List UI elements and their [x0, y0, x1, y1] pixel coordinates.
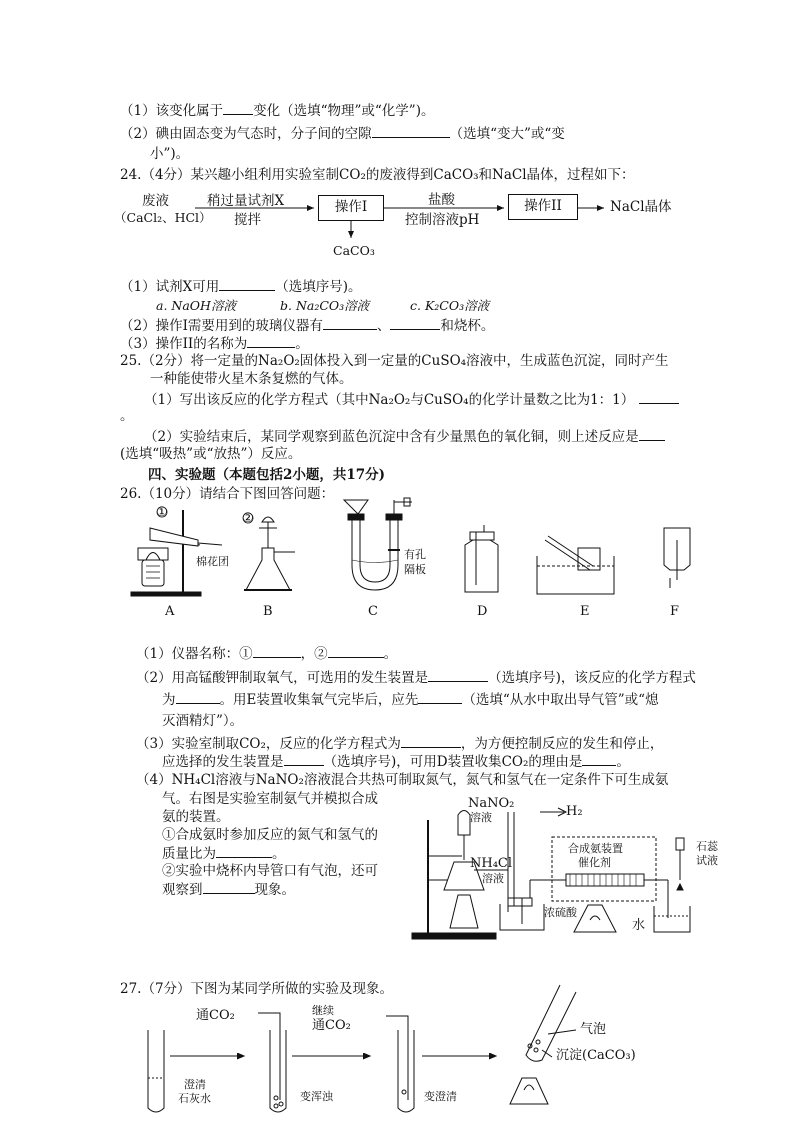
- apparatus-label-d: D: [477, 604, 488, 619]
- q26-intro: 26.（10分）请结合下图回答问题：: [120, 486, 335, 502]
- apparatus-label-f: F: [670, 604, 680, 619]
- diag-nano2-sol: 溶液: [470, 811, 492, 824]
- flow-acid: 盐酸: [428, 192, 455, 208]
- q26-sub2-l2: 为 。用E装置收集氧气完毕后，应先 （选填“从水中取出导气管”或“熄: [162, 692, 659, 708]
- q24-sub3: （3）操作II的名称为 。: [120, 336, 309, 352]
- q23-sub2-cont: 小”)。: [150, 146, 190, 162]
- label-mark2: ②: [242, 511, 254, 526]
- diag-water: 水: [632, 918, 646, 933]
- q26-sub3: （3）实验室制取CO₂，反应的化学方程式为 ，为方便控制反应的发生和停止，: [136, 736, 664, 752]
- q25-sub2: （2）实验结束后，某同学观察到蓝色沉淀中含有少量黑色的氧化铜，则上述反应是: [144, 427, 665, 446]
- q23-sub1: （1）该变化属于 变化（选填“物理”或“化学”)。: [120, 103, 435, 119]
- label-mark1: ①: [156, 505, 168, 520]
- flow-stir: 搅拌: [234, 212, 261, 228]
- q26-sub4-l4: ①合成氨时参加反应的氮气和氢气的: [162, 827, 378, 843]
- q27-clear: 变澄清: [424, 1090, 457, 1103]
- q27-intro: 27.（7分）下图为某同学所做的实验及现象。: [120, 981, 394, 997]
- q26-sub4-l2: 气。右图是实验室制氨气并模拟合成: [162, 791, 378, 807]
- q24-sub1: （1）试剂X可用 （选填序号)。: [120, 279, 362, 295]
- q25-sub1: （1）写出该反应的化学方程式（其中Na₂O₂与CuSO₄的化学计量数之比为1：1）: [144, 390, 679, 409]
- q27-precip: 沉淀(CaCO₃): [556, 1048, 636, 1063]
- apparatus-label-a: A: [165, 604, 175, 619]
- q23-sub2: （2）碘由固态变为气态时，分子间的空隙 （选填“变大”或“变: [120, 126, 565, 142]
- q25-sub2-cont: (选填“吸热”或“放热”）反应。: [120, 446, 302, 462]
- q27-pass-co2: 通CO₂: [196, 1008, 235, 1023]
- q26-sub4-l6: ②实验中烧杯内导管口有气泡，还可: [162, 863, 378, 879]
- q27-bubble: 气泡: [580, 1022, 607, 1037]
- flow-precip: CaCO₃: [333, 243, 375, 258]
- q25-intro: 25.（2分）将一定量的Na₂O₂固体投入到一定量的CuSO₄溶液中，生成蓝色沉淀，同时产生: [120, 353, 669, 369]
- q26-sub4-l7: 观察到 现象。: [162, 882, 295, 898]
- q26-sub2: （2）用高锰酸钾制取氧气，可选用的发生装置是 （选填序号)，该反应的化学方程式: [136, 670, 696, 686]
- flow-ph: 控制溶液pH: [405, 212, 480, 228]
- flow-product: NaCl晶体: [610, 199, 672, 215]
- option-b: b. Na₂CO₃溶液: [280, 298, 370, 313]
- q25-intro2: 一种能使带火星木条复燃的气体。: [150, 371, 353, 387]
- q27-turbid: 变浑浊: [300, 1090, 333, 1103]
- flow-waste-sub: （CaCl₂、HCl）: [114, 210, 212, 225]
- diag-nh4cl-sol: 溶液: [482, 872, 504, 885]
- q26-sub3-l2: 应选择的发生装置是 （选填序号)，可用D装置收集CO₂的理由是 。: [162, 754, 630, 770]
- q26-sub4-l1: （4）NH₄Cl溶液与NaNO₂溶液混合共热可制取氮气，氮气和氢气在一定条件下可生成氨: [136, 772, 669, 788]
- apparatus-label-b: B: [263, 604, 273, 619]
- q26-sub4-l5: 质量比为 。: [162, 846, 286, 862]
- q27-limewater1: 澄清: [184, 1078, 206, 1091]
- label-holes: 有孔: [404, 548, 426, 561]
- q27-limewater2: 石灰水: [178, 1092, 211, 1105]
- diag-synth: 合成氨装置: [568, 842, 623, 855]
- apparatus-label-e: E: [580, 604, 590, 619]
- q27-continue: 继续: [312, 1004, 334, 1017]
- q27-pass-co2-2: 通CO₂: [312, 1018, 351, 1033]
- label-cotton: 棉花团: [196, 555, 229, 568]
- q26-sub2-l3: 灭酒精灯”）。: [162, 713, 244, 729]
- diag-catalyst: 催化剂: [578, 856, 611, 869]
- option-a: a. NaOH溶液: [156, 298, 236, 313]
- diag-litmus1: 石蕊: [696, 840, 718, 853]
- diag-acid: 浓硫酸: [544, 906, 577, 919]
- q24-sub2: （2）操作I需要用到的玻璃仪器有 、 和烧杯。: [120, 318, 495, 334]
- q24-intro: 24.（4分）某兴趣小组利用实验室制CO₂的废液得到CaCO₃和NaCl晶体，过程如下：: [120, 167, 635, 183]
- q26-sub4-l3: 氨的装置。: [162, 809, 230, 825]
- apparatus-label-c: C: [368, 604, 378, 619]
- flow-reagent: 稍过量试剂X: [207, 193, 285, 209]
- q26-sub1: （1）仪器名称：① ，② 。: [136, 646, 398, 662]
- diag-litmus2: 试液: [696, 854, 718, 867]
- diag-nano2: NaNO₂: [468, 796, 515, 811]
- flow-op1-box: 操作I: [318, 195, 384, 221]
- diag-h2: H₂: [566, 804, 583, 819]
- q25-sub1-end: 。: [120, 408, 134, 424]
- option-c: c. K₂CO₃溶液: [410, 298, 490, 313]
- diag-nh4cl: NH₄Cl: [470, 856, 513, 871]
- flow-waste: 废液: [142, 193, 169, 209]
- section-title: 四、实验题（本题包括2小题，共17分): [148, 467, 386, 483]
- label-plate: 隔板: [404, 563, 426, 576]
- flow-op2-box: 操作II: [508, 194, 578, 220]
